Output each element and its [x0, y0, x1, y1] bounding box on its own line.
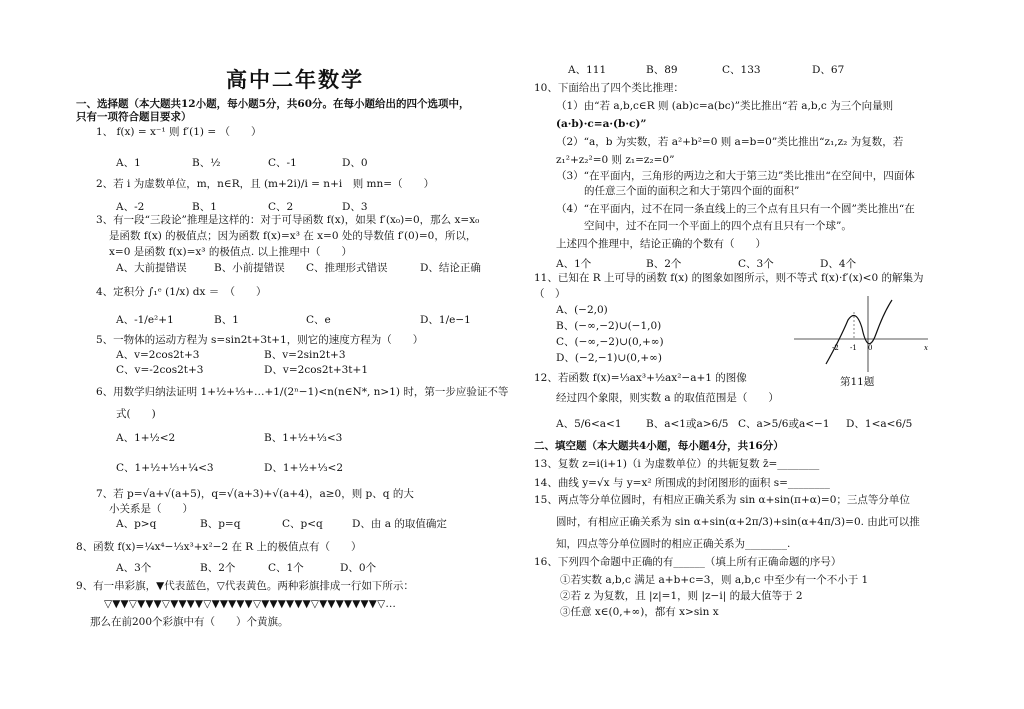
q10-ask: 上述四个推理中，结论正确的个数有（ ） — [556, 238, 766, 250]
q5-option-d: D、v=2cos2t+3t+1 — [264, 364, 368, 376]
graph-label-neg2: -2 — [832, 344, 839, 352]
q7-line1: 7、若 p=√a+√(a+5)，q=√(a+3)+√(a+4)，a≥0，则 p、q 的大 — [96, 488, 414, 500]
q2-option-b: B、1 — [192, 201, 217, 213]
section1-header: 一、选择题（本大题共12小题，每小题5分，共60分。在每小题给出的四个选项中， — [76, 98, 470, 110]
q11-figure-caption: 第11题 — [840, 376, 875, 388]
q7-option-d: D、由 a 的取值确定 — [352, 518, 447, 530]
q12-option-d: D、1<a<6/5 — [846, 418, 913, 430]
q7-option-c: C、p<q — [282, 518, 323, 530]
q11-option-a: A、(−2,0) — [556, 304, 608, 316]
q6-option-b: B、1+½+⅓<3 — [264, 432, 343, 444]
q7-option-b: B、p=q — [200, 518, 241, 530]
section1-header-cont: 只有一项符合题目要求） — [76, 111, 192, 123]
q4-option-a: A、-1/e²+1 — [116, 314, 174, 326]
q5-option-c: C、v=-2cos2t+3 — [116, 364, 204, 376]
q10-option-b: B、2个 — [646, 258, 682, 270]
q10-option-a: A、1个 — [556, 258, 592, 270]
q12-option-a: A、5/6<a<1 — [556, 418, 622, 430]
q6-line2: 式( ) — [116, 408, 156, 420]
q9-flag-sequence: ▽▼▼▽▼▼▼▽▼▼▼▼▽▼▼▼▼▼▽▼▼▼▼▼▼▽▼▼▼▼▼▼▼▽… — [104, 598, 397, 610]
q8-option-a: A、3个 — [116, 562, 152, 574]
q16-statement2: ②若 z 为复数，且 |z|=1，则 |z−i| 的最大值等于 2 — [560, 590, 803, 602]
q2-option-d: D、3 — [342, 201, 368, 213]
q12-line2: 经过四个象限，则实数 a 的取值范围是（ ） — [556, 392, 779, 404]
q11-option-d: D、(−2,−1)∪(0,+∞) — [556, 352, 662, 364]
q10-item1-line2: (a·b)·c=a·(b·c)” — [556, 118, 647, 130]
q1-option-d: D、0 — [342, 157, 368, 169]
q11-function-graph — [792, 294, 932, 374]
section2-header: 二、填空题（本大题共4小题，每小题4分，共16分） — [534, 440, 784, 452]
q9-option-a: A、111 — [568, 64, 607, 76]
q1-option-b: B、½ — [192, 157, 221, 169]
q10-option-d: D、4个 — [820, 258, 857, 270]
q10-item4-line2: 空间中，过不在同一个平面上的四个点有且只有一个球”。 — [584, 220, 852, 232]
q12-line1: 12、若函数 f(x)=⅓ax³+½ax²−a+1 的图像 — [534, 372, 747, 384]
q9-line3: 那么在前200个彩旗中有（ ）个黄旗。 — [90, 616, 289, 628]
q15-line1: 15、两点等分单位圆时，有相应正确关系为 sin α+sin(π+α)=0；三点等分单位 — [534, 494, 910, 506]
q14: 14、曲线 y=√x 与 y=x² 所围成的封闭图形的面积 s=________ — [534, 477, 830, 489]
q10-item2-line2: z₁²+z₂²=0 则 z₁=z₂=0” — [556, 154, 675, 166]
q12-option-b: B、a<1或a>6/5 — [646, 418, 729, 430]
q1-option-a: A、1 — [116, 157, 141, 169]
q3-line1: 3、有一段“三段论”推理是这样的：对于可导函数 f(x)，如果 f′(x₀)=0，那么 x=x₀ — [96, 214, 480, 226]
q15-line2: 圆时，有相应正确关系为 sin α+sin(α+2π/3)+sin(α+4π/3)=0. 由此可以推 — [556, 516, 920, 528]
q10-item3-line1: （3）“在平面内，三角形的两边之和大于第三边”类比推出“在空间中，四面体 — [556, 170, 915, 182]
q10-item4-line1: （4）“在平面内，过不在同一条直线上的三个点有且只有一个圆”类比推出“在 — [556, 203, 915, 215]
q6-option-a: A、1+½<2 — [116, 432, 176, 444]
graph-curve — [826, 300, 892, 364]
q5-option-a: A、v=2cos2t+3 — [116, 349, 200, 361]
q3-option-b: B、小前提错误 — [214, 262, 285, 274]
q10-stem: 10、下面给出了四个类比推理： — [534, 82, 684, 94]
graph-label-zero: 0 — [868, 344, 873, 352]
q2-option-c: C、2 — [268, 201, 294, 213]
q11-line1: 11、已知在 R 上可导的函数 f(x) 的图象如图所示，则不等式 f(x)·f′(x)<0 的解集为 — [534, 272, 924, 284]
q11-option-b: B、(−∞,−2)∪(−1,0) — [556, 320, 662, 332]
q9-option-b: B、89 — [646, 64, 678, 76]
q16-statement3: ③任意 x∈(0,+∞)，都有 x>sin x — [560, 606, 719, 618]
q8-option-b: B、2个 — [200, 562, 236, 574]
q8-stem: 8、函数 f(x)=¼x⁴−⅓x³+x²−2 在 R 上的极值点有（ ） — [76, 541, 362, 553]
q10-item2-line1: （2）“a，b 为实数，若 a²+b²=0 则 a=b=0”类比推出“z₁,z₂ 为复数，若 — [556, 136, 904, 148]
q12-option-c: C、a>5/6或a<−1 — [738, 418, 830, 430]
q4-option-b: B、1 — [214, 314, 239, 326]
q4-option-c: C、e — [306, 314, 331, 326]
q16-statement1: ①若实数 a,b,c 满足 a+b+c=3，则 a,b,c 中至少有一个不小于 1 — [560, 574, 869, 586]
graph-label-neg1: -1 — [850, 344, 857, 352]
q3-option-d: D、结论正确 — [420, 262, 481, 274]
q10-option-c: C、3个 — [738, 258, 774, 270]
q2-stem: 2、若 i 为虚数单位，m，n∈R，且 (m+2i)/i = n+i 则 mn=（ ） — [96, 178, 435, 190]
q9-option-d: D、67 — [812, 64, 845, 76]
q8-option-c: C、1个 — [268, 562, 304, 574]
q3-line2: 是函数 f(x) 的极值点；因为函数 f(x)=x³ 在 x=0 处的导数值 f′(0)=0，所以， — [109, 230, 477, 242]
q9-line1: 9、有一串彩旗，▼代表蓝色，▽代表黄色。两种彩旗排成一行如下所示： — [76, 580, 414, 592]
q10-item3-line2: 的任意三个面的面积之和大于第四个面的面积” — [584, 185, 800, 197]
q1-option-c: C、-1 — [268, 157, 297, 169]
q6-option-d: D、1+½+⅓<2 — [264, 462, 344, 474]
q3-option-a: A、大前提错误 — [116, 262, 187, 274]
q7-option-a: A、p>q — [116, 518, 157, 530]
q1-stem: 1、 f(x) = x⁻¹ 则 f′(1) = （ ） — [96, 126, 262, 138]
q11-line2: （ ） — [534, 288, 566, 300]
q4-stem: 4、定积分 ∫₁ᵉ (1/x) dx ＝ （ ） — [96, 286, 267, 298]
q6-line1: 6、用数学归纳法证明 1+½+⅓+…+1/(2ⁿ−1)<n(n∈N*, n>1) 时，第一步应验证不等 — [96, 386, 509, 398]
q10-item1-line1: （1）由“若 a,b,c∈R 则 (ab)c=a(bc)”类比推出“若 a,b,c 为三个向量则 — [556, 100, 894, 112]
graph-label-x: x — [924, 344, 928, 352]
q7-line2: 小关系是（ ） — [109, 503, 193, 515]
q6-option-c: C、1+½+⅓+¼<3 — [116, 462, 214, 474]
q8-option-d: D、0个 — [340, 562, 377, 574]
q5-option-b: B、v=2sin2t+3 — [264, 349, 346, 361]
q2-option-a: A、-2 — [116, 201, 145, 213]
q13: 13、复数 z=i(i+1)（i 为虚数单位）的共轭复数 z̄=________ — [534, 458, 820, 470]
q3-option-c: C、推理形式错误 — [306, 262, 388, 274]
page-title: 高中二年数学 — [226, 67, 364, 92]
q3-line3: x=0 是函数 f(x)=x³ 的极值点. 以上推理中（ ） — [109, 246, 353, 258]
q16-line1: 16、下列四个命题中正确的有______（填上所有正确命题的序号） — [534, 556, 842, 568]
q5-stem: 5、一物体的运动方程为 s=sin2t+3t+1，则它的速度方程为（ ） — [96, 334, 424, 346]
q4-option-d: D、1/e−1 — [420, 314, 471, 326]
q15-line3: 知，四点等分单位圆时的相应正确关系为________. — [556, 538, 791, 550]
q9-option-c: C、133 — [722, 64, 761, 76]
q11-option-c: C、(−∞,−2)∪(0,+∞) — [556, 336, 664, 348]
